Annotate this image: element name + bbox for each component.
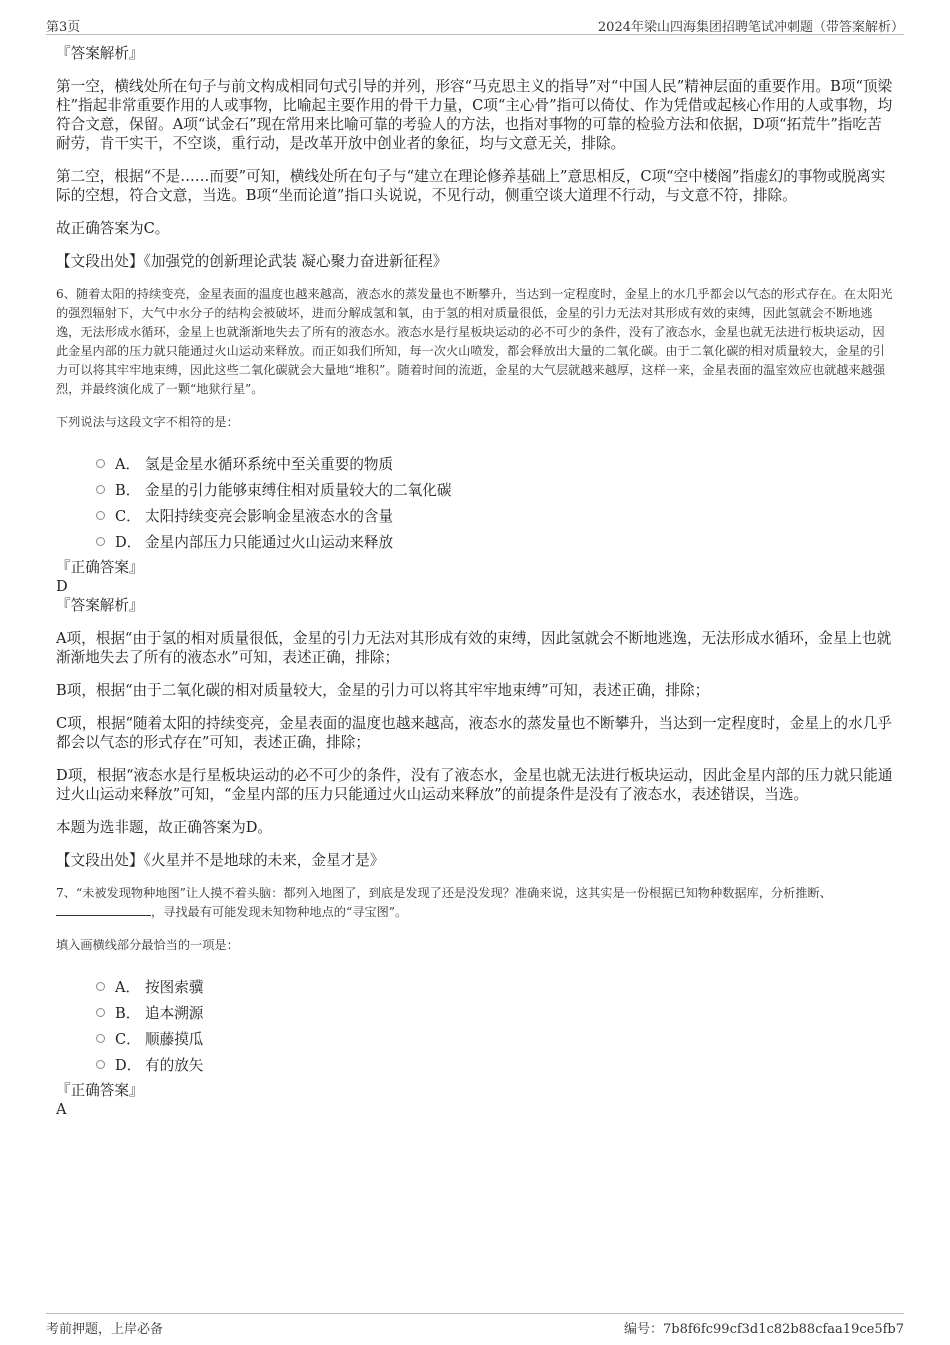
option-text: 太阳持续变亮会影响金星液态水的含量 [145, 507, 394, 525]
footer-slogan: 考前押题，上岸必备 [46, 1322, 164, 1337]
option-text: 金星的引力能够束缚住相对质量较大的二氧化碳 [145, 481, 452, 499]
q6-analysis-a: A项，根据“由于氢的相对质量很低，金星的引力无法对其形成有效的束缚，因此氢就会不断地逃逸，无法形成水循环，金星上也就渐渐地失去了所有的液态水”可知，表述正确，排除； [56, 630, 892, 666]
radio-icon[interactable] [96, 1060, 105, 1069]
q7-answer-label: 『正确答案』 [56, 1082, 144, 1099]
option-letter: C． [115, 507, 141, 525]
q5-analysis-para1: 第一空，横线处所在句子与前文构成相同句式引导的并列，形容“马克思主义的指导”对“中国人民”精神层面的重要作用。B项“顶梁柱”指起非常重要作用的人或事物，比喻起主要作用的骨干力量，C项“主心骨”指可以倚仗、作为凭借或起核心作用的人或事物，均符合文意，保留。A项“试金石”现在常用来比喻可靠的考验人的方法，也指对事物的可靠的检验方法和依据，D项“拓荒牛”指吃苦耐劳，肯干实干，不空谈，重行动，是改革开放中创业者的象征，均与文意无关，排除。 [56, 78, 893, 152]
option-letter: A． [115, 978, 141, 996]
q7-options [96, 973, 896, 1077]
page-header [46, 14, 904, 35]
option-text: 追本溯源 [145, 1004, 204, 1022]
q6-analysis-b: B项，根据“由于二氧化碳的相对质量较大，金星的引力可以将其牢牢地束缚”可知，表述正确，排除； [56, 682, 710, 699]
q6-option-c[interactable] [96, 502, 896, 528]
q7-question: 填入画横线部分最恰当的一项是： [56, 938, 239, 952]
q5-conclusion: 故正确答案为C。 [56, 220, 170, 237]
q6-analysis-d: D项，根据“液态水是行星板块运动的必不可少的条件，没有了液态水，金星也就无法进行板块运动，因此金星内部的压力就只能通过火山运动来释放”可知，“金星内部的压力只能通过火山运动来释放”的前提条件是没有了液态水，表述错误，当选。 [56, 767, 893, 803]
page-number: 第3页 [46, 20, 81, 35]
q6-analysis-label: 『答案解析』 [56, 597, 144, 614]
q7-passage [56, 884, 896, 922]
fill-in-blank [56, 903, 151, 916]
q6-option-a[interactable] [96, 450, 896, 476]
q6-conclusion: 本题为选非题，故正确答案为D。 [56, 819, 273, 836]
option-letter: B． [115, 481, 141, 499]
radio-icon[interactable] [96, 1008, 105, 1017]
page-content [56, 44, 896, 1119]
q6-option-b[interactable] [96, 476, 896, 502]
q7-answer: A [56, 1101, 67, 1118]
q6-source: 【文段出处】《火星并不是地球的未来，金星才是》 [56, 852, 385, 869]
option-text: 金星内部压力只能通过火山运动来释放 [145, 533, 394, 551]
radio-icon[interactable] [96, 1034, 105, 1043]
q5-source: 【文段出处】《加强党的创新理论武装 凝心聚力奋进新征程》 [56, 253, 448, 270]
q6-question: 下列说法与这段文字不相符的是： [56, 415, 239, 429]
option-text: 有的放矢 [145, 1056, 204, 1074]
q5-analysis-label: 『答案解析』 [56, 45, 144, 62]
q5-analysis-para2: 第二空，根据“不是……而要”可知，横线处所在句子与“建立在理论修养基础上”意思相反，C项“空中楼阁”指虚幻的事物或脱离实际的空想，符合文意，当选。B项“坐而论道”指口头说说，不见行动，侧重空谈大道理不行动，与文意不符，排除。 [56, 168, 886, 204]
option-letter: A． [115, 455, 141, 473]
radio-icon[interactable] [96, 459, 105, 468]
q6-analysis-c: C项，根据“随着太阳的持续变亮，金星表面的温度也越来越高，液态水的蒸发量也不断攀升，当达到一定程度时，金星上的水几乎都会以气态的形式存在”可知，表述正确，排除； [56, 715, 892, 751]
document-id: 编号：7b8f6fc99cf3d1c82b88cfaa19ce5fb7 [623, 1322, 904, 1337]
q6-option-d[interactable] [96, 528, 896, 554]
document-title: 2024年梁山四海集团招聘笔试冲刺题（带答案解析） [597, 20, 904, 35]
page-footer [46, 1313, 904, 1337]
q6-passage: 6、随着太阳的持续变亮，金星表面的温度也越来越高，液态水的蒸发量也不断攀升，当达到一定程度时，金星上的水几乎都会以气态的形式存在。在太阳光的强烈辐射下，大气中水分子的结构会被破坏，进而分解成氢和氧，由于氢的相对质量很低，金星的引力无法对其形成有效的束缚，因此氢就会不断地逃逸，无法形成水循环，金星上也就渐渐地失去了所有的液态水。液态水是行星板块运动的必不可少的条件，没有了液态水，金星也就无法进行板块运动，因此金星内部的压力就只能通过火山运动来释放。而正如我们所知，每一次火山喷发，都会释放出大量的二氧化碳。由于二氧化碳的相对质量较大，金星的引力可以将其牢牢地束缚，因此这些二氧化碳就会大量地“堆积”。随着时间的流逝，金星的大气层就越来越厚，这样一来，金星表面的温室效应也就越来越强烈，并最终演化成了一颗“地狱行星”。 [56, 287, 893, 396]
q6-options [96, 450, 896, 554]
option-letter: B． [115, 1004, 141, 1022]
q6-answer-label: 『正确答案』 [56, 559, 144, 576]
option-letter: D． [115, 533, 142, 551]
q7-passage-part2: ，寻找最有可能发现未知物种地点的“寻宝图”。 [151, 905, 408, 919]
radio-icon[interactable] [96, 511, 105, 520]
option-letter: C． [115, 1030, 141, 1048]
q7-passage-part1: 7、“未被发现物种地图”让人摸不着头脑：都列入地图了，到底是发现了还是没发现？准确来说，这其实是一份根据已知物种数据库，分析推断、 [56, 886, 832, 900]
radio-icon[interactable] [96, 982, 105, 991]
q7-option-c[interactable] [96, 1025, 896, 1051]
q7-option-a[interactable] [96, 973, 896, 999]
q7-option-d[interactable] [96, 1051, 896, 1077]
option-text: 氢是金星水循环系统中至关重要的物质 [145, 455, 394, 473]
radio-icon[interactable] [96, 485, 105, 494]
q6-answer: D [56, 578, 68, 595]
option-letter: D． [115, 1056, 142, 1074]
option-text: 顺藤摸瓜 [145, 1030, 204, 1048]
q7-option-b[interactable] [96, 999, 896, 1025]
option-text: 按图索骥 [145, 978, 204, 996]
radio-icon[interactable] [96, 537, 105, 546]
